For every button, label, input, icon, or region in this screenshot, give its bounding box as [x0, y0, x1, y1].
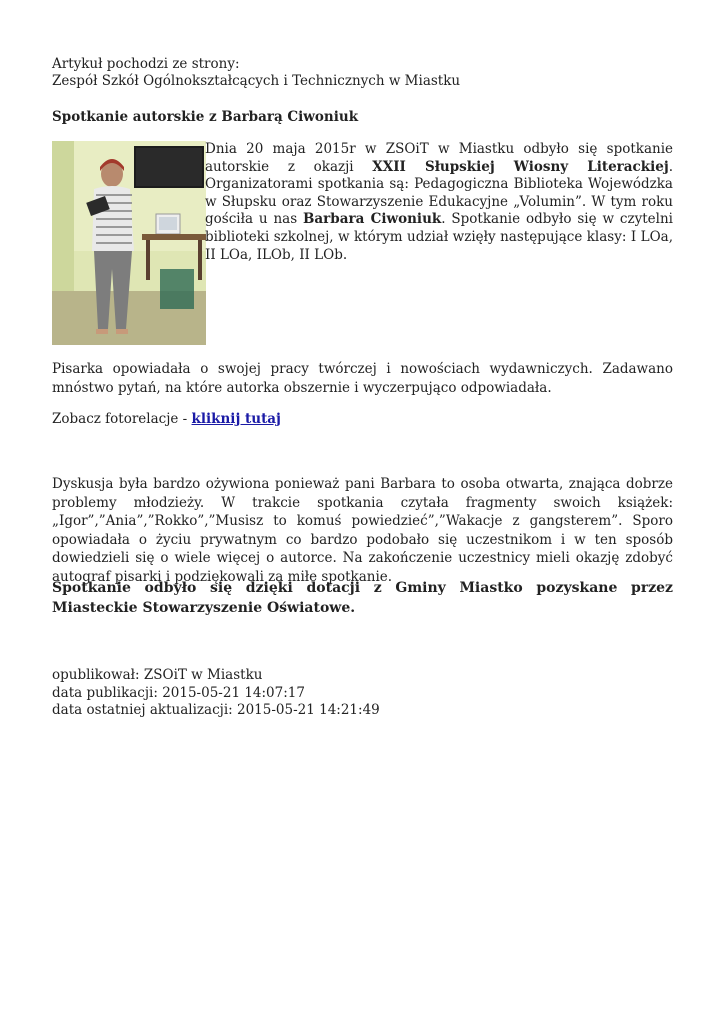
author-photo-illustration	[52, 141, 206, 345]
paragraph-discussion: Dyskusja była bardzo ożywiona ponieważ pani Barbara to osoba otwarta, znająca dobrze problemy młodzieży. W trakcie spotkania czytała fragmenty swoich książek: „Igor”,”Ania”,”Rokko”,”Musisz to komuś powiedzieć”,”Wakacje z gangsterem”. Sporo opowiadała o życiu prywatnym co bardzo podobało się uczestnikom i w ten sposób dowiedzieli się o wiele więcej o autorce. Na zakończenie uczestnicy mieli okazję zdobyć autograf pisarki i podziękowali za miłe spotkanie.	[52, 476, 673, 585]
publication-date: data publikacji: 2015-05-21 14:07:17	[52, 684, 305, 701]
paragraph-about-talk: Pisarka opowiadała o swojej pracy twórczej i nowościach wydawniczych. Zadawano mnóstwo pytań, na które autorka obszernie i wyczerpująco odpowiadała.	[52, 361, 673, 396]
article-title: Spotkanie autorskie z Barbarą Ciwoniuk	[52, 109, 359, 125]
photo-report-link[interactable]: kliknij tutaj	[191, 411, 281, 427]
publication-meta	[52, 667, 380, 720]
intro-text-3: . Spotkanie odbyło się w czytelni biblioteki szkolnej, w którym udział wzięły następujące klasy: I LOa, II LOa, ILOb, II LOb.	[205, 211, 673, 263]
source-label: Artykuł pochodzi ze strony:	[52, 56, 240, 72]
photo-report-paragraph	[52, 410, 673, 429]
paragraph-funding: Spotkanie odbyło się dzięki dotacji z Gminy Miastko pozyskane przez Miasteckie Stowarzyszenie Oświatowe.	[52, 580, 673, 616]
author-photo	[52, 141, 206, 345]
intro-text-1: Dnia 20 maja 2015r w ZSOiT w Miastku odbyło się spotkanie autorskie z okazji	[205, 141, 673, 175]
photo-report-label: Zobacz fotorelacje -	[52, 411, 192, 427]
update-date: data ostatniej aktualizacji: 2015-05-21 14:21:49	[52, 702, 380, 718]
event-name: XXII Słupskiej Wiosny Literackiej	[372, 158, 669, 175]
intro-paragraph	[205, 141, 673, 264]
source-info	[52, 56, 460, 90]
intro-text-2: . Organizatorami spotkania są: Pedagogiczna Biblioteka Wojewódzka w Słupsku oraz Stowarzyszenie Edukacyjne „Volumin”. W tym roku gościła u nas	[205, 158, 673, 228]
source-school-name: Zespół Szkół Ogólnokształcących i Technicznych w Miastku	[52, 73, 461, 89]
author-name: Barbara Ciwoniuk	[303, 211, 442, 228]
published-by: opublikował: ZSOiT w Miastku	[52, 667, 263, 683]
